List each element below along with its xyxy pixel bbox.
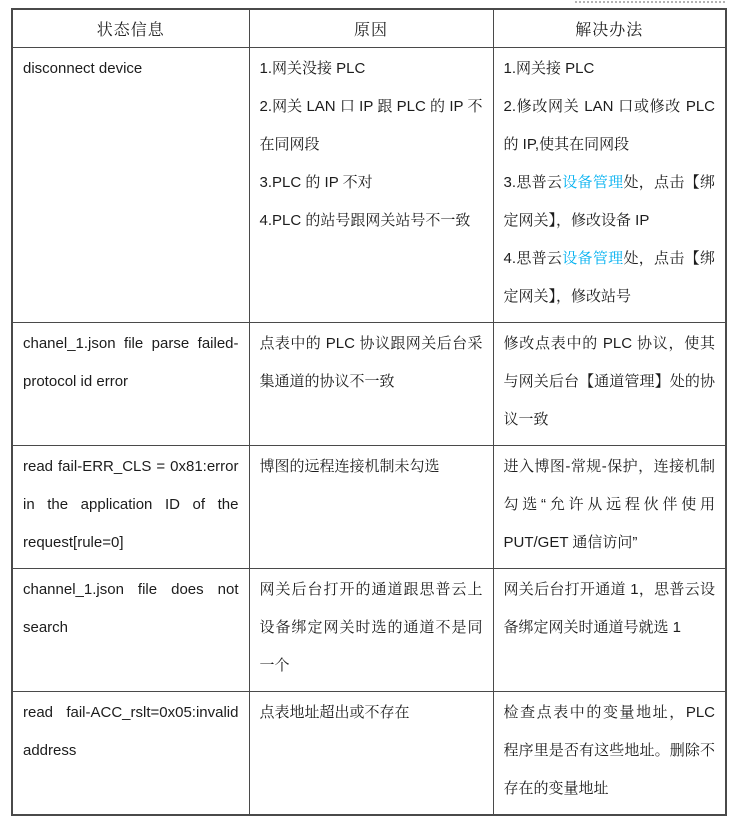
cell-status (12, 323, 249, 446)
cell-status (12, 446, 249, 569)
cell-reason (249, 692, 493, 816)
table-row (12, 692, 726, 816)
cell-reason (249, 323, 493, 446)
table-row (12, 323, 726, 446)
cell-paragraph: 点表地址超出或不存在 (259, 704, 410, 721)
cell-paragraph: 1.网关没接 PLC (259, 60, 366, 77)
cell-paragraph: 网关后台打开通道 1，思普云设备绑定网关时通道号就选 1 (503, 581, 715, 636)
cell-paragraph: 4.思普云设备管理处，点击【绑定网关】，修改站号 (503, 250, 715, 305)
cell-solution (493, 323, 726, 446)
troubleshooting-table (11, 8, 727, 816)
cell-paragraph: channel_1.json file does not search (23, 581, 239, 636)
header-solution: 解决办法 (493, 9, 726, 48)
header-row (12, 9, 726, 48)
table-header (12, 9, 726, 48)
table-row (12, 569, 726, 692)
cell-status (12, 692, 249, 816)
cell-paragraph: 3.思普云设备管理处，点击【绑定网关】，修改设备 IP (503, 174, 715, 229)
cell-paragraph: 进入博图-常规-保护，连接机制勾选“允许从远程伙伴使用 PUT/GET 通信访问” (503, 458, 715, 551)
cell-paragraph: 2.修改网关 LAN 口或修改 PLC 的 IP,使其在同网段 (503, 98, 715, 153)
cell-paragraph: 1.网关接 PLC (503, 60, 595, 77)
table-row (12, 446, 726, 569)
cell-paragraph: read fail-ERR_CLS = 0x81:error in the application ID of the request[rule=0] (23, 458, 239, 551)
table-body (12, 48, 726, 816)
cell-paragraph: 检查点表中的变量地址，PLC 程序里是否有这些地址。删除不存在的变量地址 (503, 704, 715, 797)
cell-paragraph: 4.PLC 的站号跟网关站号不一致 (259, 212, 471, 229)
device-management-highlight: 设备管理 (562, 250, 624, 267)
cell-paragraph: 修改点表中的 PLC 协议，使其与网关后台【通道管理】处的协议一致 (503, 335, 715, 428)
cell-reason (249, 446, 493, 569)
cell-paragraph: 2.网关 LAN 口 IP 跟 PLC 的 IP 不在同网段 (259, 98, 483, 153)
cell-solution (493, 692, 726, 816)
table-row (12, 48, 726, 323)
cell-paragraph: chanel_1.json file parse failed-protocol id error (23, 335, 239, 390)
cell-reason (249, 569, 493, 692)
cell-paragraph: read fail-ACC_rslt=0x05:invalid address (23, 704, 239, 759)
cell-paragraph: 网关后台打开的通道跟思普云上设备绑定网关时选的通道不是同一个 (259, 581, 483, 674)
page-edge-dotted-artifact (575, 1, 725, 3)
cell-solution (493, 446, 726, 569)
cell-paragraph: disconnect device (23, 60, 143, 77)
cell-status (12, 48, 249, 323)
cell-solution (493, 48, 726, 323)
cell-paragraph: 点表中的 PLC 协议跟网关后台采集通道的协议不一致 (259, 335, 483, 390)
header-status: 状态信息 (12, 9, 249, 48)
cell-paragraph: 3.PLC 的 IP 不对 (259, 174, 373, 191)
cell-reason (249, 48, 493, 323)
cell-paragraph: 博图的远程连接机制未勾选 (259, 458, 440, 475)
device-management-highlight: 设备管理 (562, 174, 624, 191)
cell-solution (493, 569, 726, 692)
header-reason: 原因 (249, 9, 493, 48)
cell-status (12, 569, 249, 692)
